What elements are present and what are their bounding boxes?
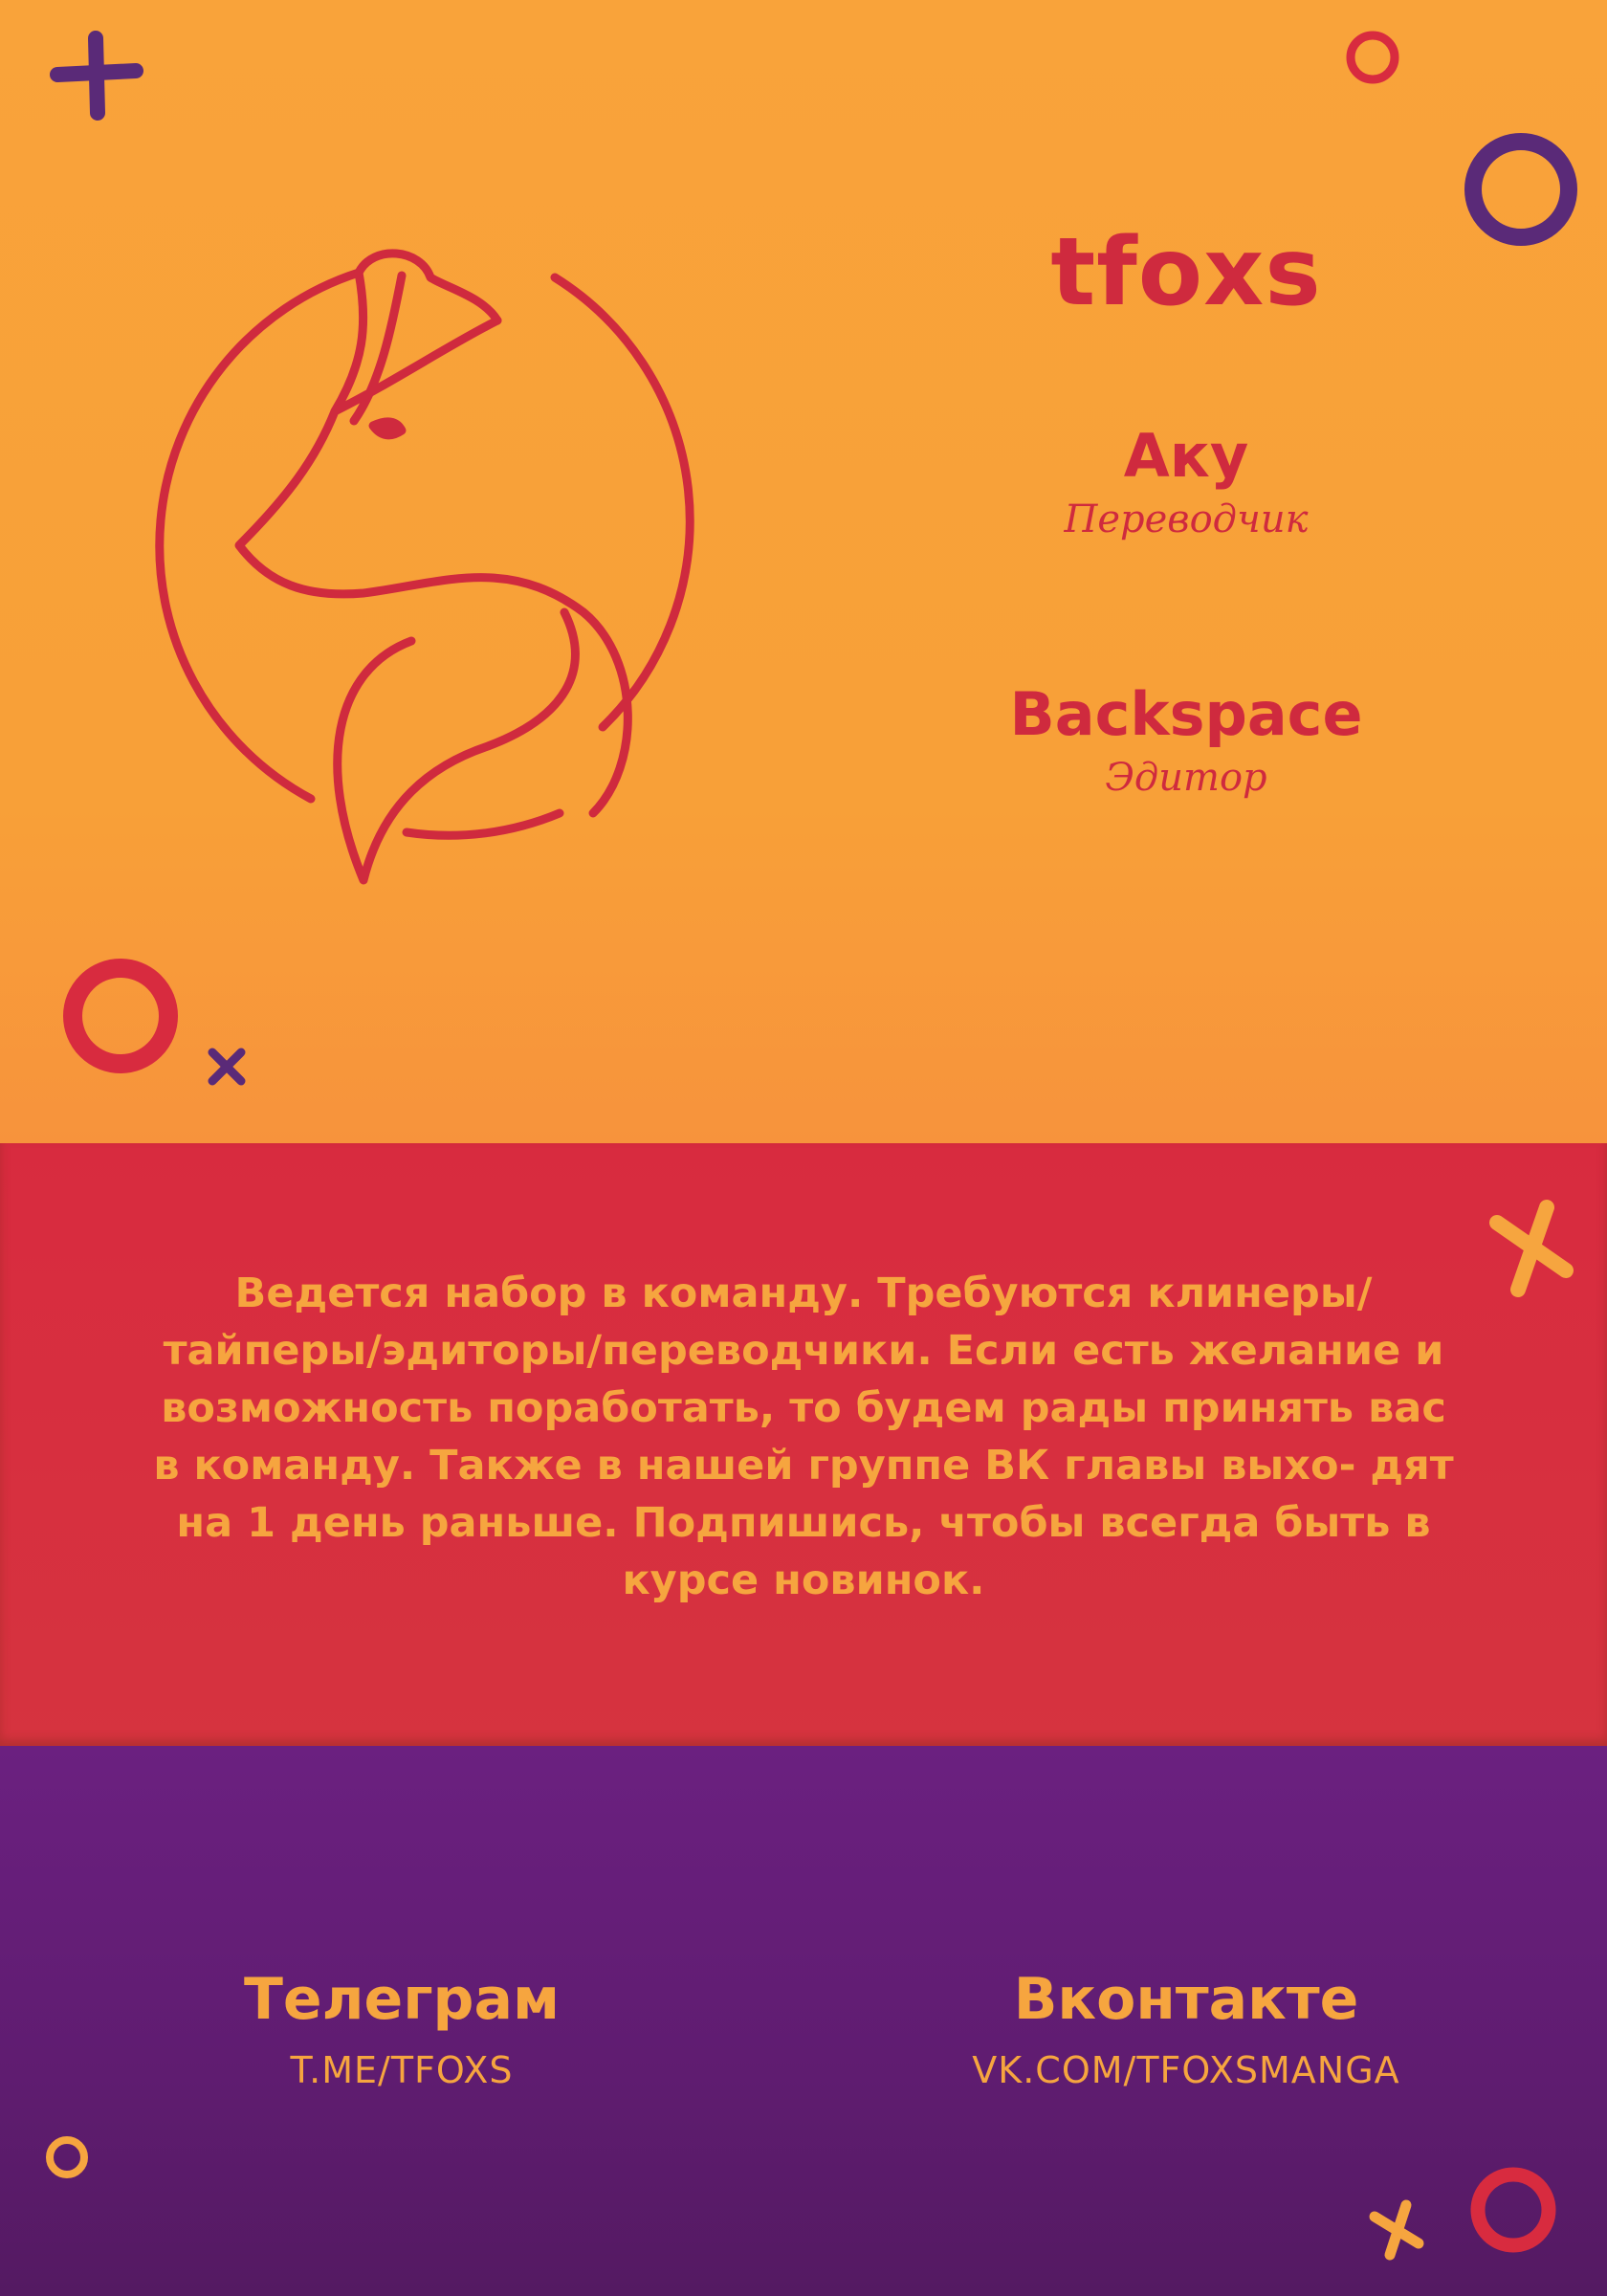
fox-logo-icon [143, 230, 756, 899]
cross-icon [203, 1043, 251, 1091]
ring-icon [1465, 2162, 1561, 2258]
credit-name-editor: Backspace [1009, 679, 1363, 749]
credit-name-translator: Аку [1123, 421, 1249, 491]
telegram-title: Телеграм [243, 1966, 561, 2033]
cross-icon [1478, 1196, 1583, 1301]
ring-icon [43, 2133, 91, 2181]
ring-icon [1462, 130, 1580, 249]
cross-icon [1363, 2196, 1430, 2263]
vk-link[interactable]: VK.COM/TFOXSMANGA [972, 2049, 1400, 2091]
ring-icon [59, 955, 182, 1077]
recruitment-announcement: Ведется набор в команду. Требуются клинеры/ тайперы/эдиторы/переводчики. Если есть желание и возможность поработать, то будем рады принять вас в команду. Также в нашей группе ВК главы выхо- дят на 1 день раньше. Подпишись, чтобы всегда быть в курсе новинок. [153, 1269, 1454, 1604]
credit-role-editor: Эдитор [1105, 756, 1267, 800]
credit-role-translator: Переводчик [1064, 497, 1309, 541]
top-section [0, 0, 1607, 1143]
team-name: tfoxs [1050, 218, 1322, 327]
telegram-link[interactable]: T.ME/TFOXS [290, 2049, 514, 2091]
vk-title: Вконтакте [1013, 1966, 1359, 2033]
plus-icon [48, 27, 143, 122]
ring-icon [1344, 29, 1401, 86]
